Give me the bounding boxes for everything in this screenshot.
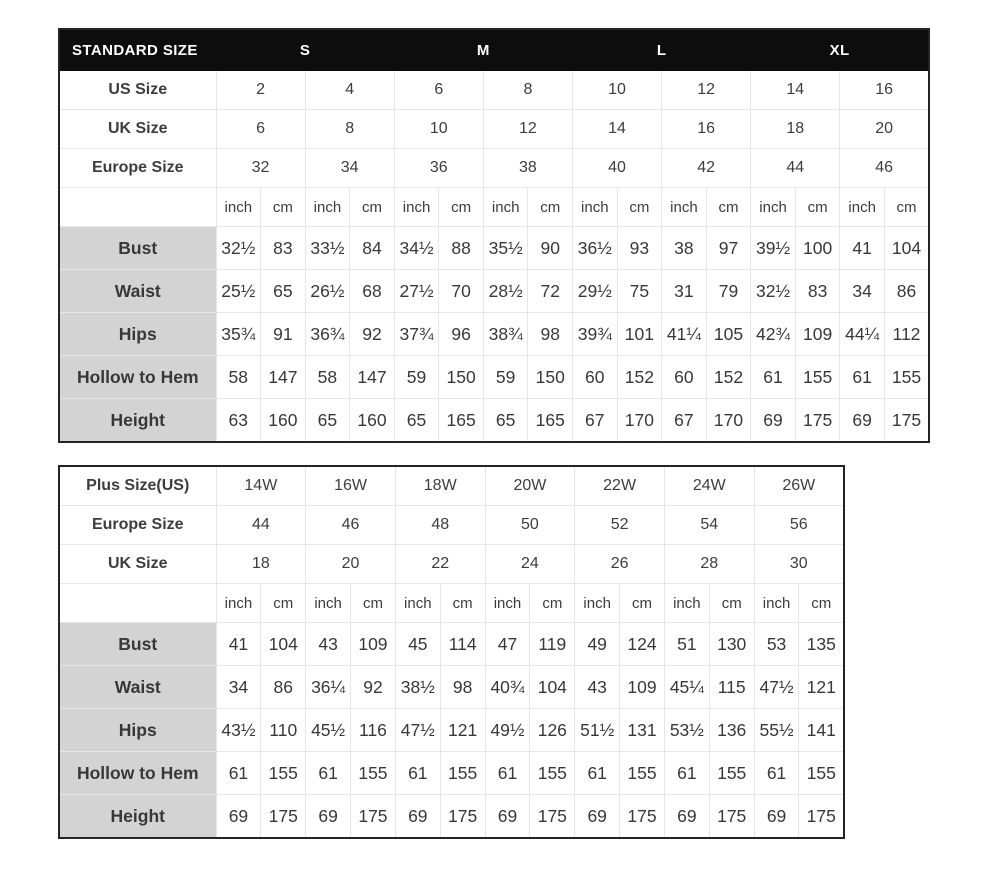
size-value: 42 bbox=[662, 149, 751, 188]
size-value: 38 bbox=[483, 149, 572, 188]
measure-value: 175 bbox=[620, 795, 665, 839]
measure-value: 155 bbox=[799, 752, 844, 795]
measure-value: 47½ bbox=[395, 709, 440, 752]
row-label: Height bbox=[59, 795, 216, 839]
size-value: 26W bbox=[754, 466, 844, 506]
measure-value: 91 bbox=[261, 313, 306, 356]
measure-value: 58 bbox=[216, 356, 261, 399]
measure-value: 32½ bbox=[751, 270, 796, 313]
unit-label: cm bbox=[709, 584, 754, 623]
unit-label: inch bbox=[305, 188, 350, 227]
size-value: 6 bbox=[394, 71, 483, 110]
measure-value: 93 bbox=[617, 227, 662, 270]
measure-value: 86 bbox=[884, 270, 929, 313]
measure-value: 49 bbox=[575, 623, 620, 666]
measure-value: 65 bbox=[261, 270, 306, 313]
size-group-header: L bbox=[573, 29, 751, 71]
row-label: Europe Size bbox=[59, 149, 216, 188]
measure-value: 61 bbox=[485, 752, 530, 795]
measure-value: 47½ bbox=[754, 666, 799, 709]
measure-value: 61 bbox=[575, 752, 620, 795]
unit-label: inch bbox=[573, 188, 618, 227]
measure-value: 92 bbox=[350, 313, 395, 356]
measure-value: 67 bbox=[662, 399, 707, 443]
measure-value: 83 bbox=[795, 270, 840, 313]
measurement-row bbox=[59, 313, 929, 356]
measure-value: 116 bbox=[351, 709, 396, 752]
size-value: 16 bbox=[662, 110, 751, 149]
size-value: 44 bbox=[216, 506, 306, 545]
measure-value: 109 bbox=[795, 313, 840, 356]
measure-value: 69 bbox=[751, 399, 796, 443]
measure-value: 69 bbox=[664, 795, 709, 839]
measure-value: 147 bbox=[261, 356, 306, 399]
size-value: 20 bbox=[840, 110, 929, 149]
measure-value: 69 bbox=[485, 795, 530, 839]
measure-value: 61 bbox=[664, 752, 709, 795]
table-title: STANDARD SIZE bbox=[59, 29, 216, 71]
measure-value: 53 bbox=[754, 623, 799, 666]
size-value: 12 bbox=[662, 71, 751, 110]
measure-value: 60 bbox=[573, 356, 618, 399]
size-value: 36 bbox=[394, 149, 483, 188]
size-value: 16W bbox=[306, 466, 396, 506]
measure-value: 59 bbox=[394, 356, 439, 399]
measure-value: 136 bbox=[709, 709, 754, 752]
size-row bbox=[59, 110, 929, 149]
size-value: 20 bbox=[306, 545, 396, 584]
measure-value: 51 bbox=[664, 623, 709, 666]
measure-value: 98 bbox=[440, 666, 485, 709]
measure-value: 27½ bbox=[394, 270, 439, 313]
measure-value: 34 bbox=[216, 666, 261, 709]
measure-value: 115 bbox=[709, 666, 754, 709]
measure-value: 53½ bbox=[664, 709, 709, 752]
size-value: 14 bbox=[573, 110, 662, 149]
size-group-header: XL bbox=[751, 29, 929, 71]
measure-value: 175 bbox=[351, 795, 396, 839]
measure-value: 175 bbox=[530, 795, 575, 839]
measure-value: 155 bbox=[884, 356, 929, 399]
measure-value: 88 bbox=[439, 227, 484, 270]
measure-value: 69 bbox=[395, 795, 440, 839]
size-value: 10 bbox=[394, 110, 483, 149]
measure-value: 44¼ bbox=[840, 313, 885, 356]
measure-value: 155 bbox=[620, 752, 665, 795]
unit-label: inch bbox=[306, 584, 351, 623]
measure-value: 83 bbox=[261, 227, 306, 270]
measure-value: 36½ bbox=[573, 227, 618, 270]
measure-value: 150 bbox=[439, 356, 484, 399]
measure-value: 79 bbox=[706, 270, 751, 313]
measure-value: 38 bbox=[662, 227, 707, 270]
measure-value: 135 bbox=[799, 623, 844, 666]
measure-value: 45¼ bbox=[664, 666, 709, 709]
measure-value: 31 bbox=[662, 270, 707, 313]
unit-label: inch bbox=[754, 584, 799, 623]
measure-value: 61 bbox=[751, 356, 796, 399]
size-value: 44 bbox=[751, 149, 840, 188]
size-value: 12 bbox=[483, 110, 572, 149]
measure-value: 104 bbox=[261, 623, 306, 666]
table-header-row bbox=[59, 29, 929, 71]
measure-value: 32½ bbox=[216, 227, 261, 270]
size-value: 32 bbox=[216, 149, 305, 188]
measure-value: 175 bbox=[261, 795, 306, 839]
measure-value: 75 bbox=[617, 270, 662, 313]
measure-value: 131 bbox=[620, 709, 665, 752]
size-value: 56 bbox=[754, 506, 844, 545]
measure-value: 109 bbox=[351, 623, 396, 666]
measure-value: 41 bbox=[840, 227, 885, 270]
measure-value: 124 bbox=[620, 623, 665, 666]
unit-label: inch bbox=[662, 188, 707, 227]
unit-label: inch bbox=[751, 188, 796, 227]
size-value: 48 bbox=[395, 506, 485, 545]
row-label: Europe Size bbox=[59, 506, 216, 545]
measure-value: 36¾ bbox=[305, 313, 350, 356]
measure-value: 59 bbox=[483, 356, 528, 399]
measure-value: 65 bbox=[394, 399, 439, 443]
measure-value: 101 bbox=[617, 313, 662, 356]
measure-value: 61 bbox=[840, 356, 885, 399]
size-value: 46 bbox=[840, 149, 929, 188]
measure-value: 121 bbox=[440, 709, 485, 752]
size-group-header: S bbox=[216, 29, 394, 71]
size-value: 10 bbox=[573, 71, 662, 110]
unit-label: cm bbox=[799, 584, 844, 623]
measure-value: 112 bbox=[884, 313, 929, 356]
measure-value: 42¾ bbox=[751, 313, 796, 356]
measure-value: 165 bbox=[439, 399, 484, 443]
measure-value: 69 bbox=[575, 795, 620, 839]
measure-value: 84 bbox=[350, 227, 395, 270]
measure-value: 147 bbox=[350, 356, 395, 399]
size-value: 26 bbox=[575, 545, 665, 584]
measure-value: 160 bbox=[261, 399, 306, 443]
measure-value: 40¾ bbox=[485, 666, 530, 709]
measure-value: 43½ bbox=[216, 709, 261, 752]
unit-label: inch bbox=[485, 584, 530, 623]
size-row bbox=[59, 466, 844, 506]
unit-label: inch bbox=[395, 584, 440, 623]
measure-value: 61 bbox=[306, 752, 351, 795]
measure-value: 69 bbox=[840, 399, 885, 443]
unit-label: cm bbox=[617, 188, 662, 227]
measure-value: 175 bbox=[440, 795, 485, 839]
size-value: 6 bbox=[216, 110, 305, 149]
unit-label: cm bbox=[261, 188, 306, 227]
measure-value: 60 bbox=[662, 356, 707, 399]
measure-value: 41 bbox=[216, 623, 261, 666]
measure-value: 175 bbox=[884, 399, 929, 443]
measure-value: 160 bbox=[350, 399, 395, 443]
measure-value: 155 bbox=[440, 752, 485, 795]
measurement-row bbox=[59, 356, 929, 399]
size-row bbox=[59, 506, 844, 545]
measure-value: 165 bbox=[528, 399, 573, 443]
size-value: 18 bbox=[216, 545, 306, 584]
measure-value: 28½ bbox=[483, 270, 528, 313]
size-value: 18W bbox=[395, 466, 485, 506]
measure-value: 63 bbox=[216, 399, 261, 443]
measure-value: 61 bbox=[395, 752, 440, 795]
measure-value: 38½ bbox=[395, 666, 440, 709]
unit-label: inch bbox=[394, 188, 439, 227]
measure-value: 35¾ bbox=[216, 313, 261, 356]
measure-value: 104 bbox=[884, 227, 929, 270]
measurement-row bbox=[59, 399, 929, 443]
size-value: 16 bbox=[840, 71, 929, 110]
unit-label: cm bbox=[706, 188, 751, 227]
measure-value: 155 bbox=[261, 752, 306, 795]
measure-value: 25½ bbox=[216, 270, 261, 313]
measure-value: 150 bbox=[528, 356, 573, 399]
measure-value: 55½ bbox=[754, 709, 799, 752]
size-row bbox=[59, 545, 844, 584]
size-value: 40 bbox=[573, 149, 662, 188]
measure-value: 98 bbox=[528, 313, 573, 356]
measure-value: 58 bbox=[305, 356, 350, 399]
row-label: UK Size bbox=[59, 110, 216, 149]
size-value: 14 bbox=[751, 71, 840, 110]
size-value: 14W bbox=[216, 466, 306, 506]
measure-value: 141 bbox=[799, 709, 844, 752]
measure-value: 39¾ bbox=[573, 313, 618, 356]
measure-value: 86 bbox=[261, 666, 306, 709]
measure-value: 38¾ bbox=[483, 313, 528, 356]
measure-value: 34 bbox=[840, 270, 885, 313]
measure-value: 41¼ bbox=[662, 313, 707, 356]
measure-value: 130 bbox=[709, 623, 754, 666]
measure-value: 26½ bbox=[305, 270, 350, 313]
measure-value: 34½ bbox=[394, 227, 439, 270]
measure-value: 69 bbox=[754, 795, 799, 839]
measure-value: 51½ bbox=[575, 709, 620, 752]
row-label: US Size bbox=[59, 71, 216, 110]
standard-size-table bbox=[58, 28, 930, 443]
size-value: 24 bbox=[485, 545, 575, 584]
size-row bbox=[59, 149, 929, 188]
measure-value: 47 bbox=[485, 623, 530, 666]
measure-value: 119 bbox=[530, 623, 575, 666]
size-value: 8 bbox=[483, 71, 572, 110]
measure-value: 67 bbox=[573, 399, 618, 443]
unit-label: inch bbox=[664, 584, 709, 623]
measure-value: 121 bbox=[799, 666, 844, 709]
row-label: Plus Size(US) bbox=[59, 466, 216, 506]
unit-label: cm bbox=[350, 188, 395, 227]
measure-value: 126 bbox=[530, 709, 575, 752]
measure-value: 65 bbox=[305, 399, 350, 443]
unit-label: cm bbox=[440, 584, 485, 623]
measure-value: 92 bbox=[351, 666, 396, 709]
measure-value: 35½ bbox=[483, 227, 528, 270]
measure-value: 170 bbox=[617, 399, 662, 443]
size-value: 8 bbox=[305, 110, 394, 149]
unit-row bbox=[59, 584, 844, 623]
measure-value: 155 bbox=[795, 356, 840, 399]
measurement-row bbox=[59, 227, 929, 270]
unit-label: inch bbox=[840, 188, 885, 227]
measure-value: 68 bbox=[350, 270, 395, 313]
size-value: 18 bbox=[751, 110, 840, 149]
measure-value: 90 bbox=[528, 227, 573, 270]
row-label: Bust bbox=[59, 623, 216, 666]
size-value: 22W bbox=[575, 466, 665, 506]
measure-value: 72 bbox=[528, 270, 573, 313]
size-value: 50 bbox=[485, 506, 575, 545]
measure-value: 170 bbox=[706, 399, 751, 443]
measurement-row bbox=[59, 795, 844, 839]
size-value: 24W bbox=[664, 466, 754, 506]
measure-value: 61 bbox=[754, 752, 799, 795]
measure-value: 114 bbox=[440, 623, 485, 666]
measure-value: 96 bbox=[439, 313, 484, 356]
row-label: Waist bbox=[59, 270, 216, 313]
unit-label: cm bbox=[351, 584, 396, 623]
row-label: UK Size bbox=[59, 545, 216, 584]
measure-value: 33½ bbox=[305, 227, 350, 270]
measure-value: 175 bbox=[799, 795, 844, 839]
unit-label: cm bbox=[261, 584, 306, 623]
size-value: 30 bbox=[754, 545, 844, 584]
size-value: 52 bbox=[575, 506, 665, 545]
measure-value: 37¾ bbox=[394, 313, 439, 356]
plus-size-table bbox=[58, 465, 845, 839]
measure-value: 43 bbox=[306, 623, 351, 666]
measure-value: 43 bbox=[575, 666, 620, 709]
measure-value: 175 bbox=[795, 399, 840, 443]
row-label: Waist bbox=[59, 666, 216, 709]
size-value: 46 bbox=[306, 506, 396, 545]
unit-label: cm bbox=[439, 188, 484, 227]
size-value: 2 bbox=[216, 71, 305, 110]
measure-value: 69 bbox=[306, 795, 351, 839]
measurement-row bbox=[59, 666, 844, 709]
measure-value: 155 bbox=[530, 752, 575, 795]
unit-label: inch bbox=[216, 584, 261, 623]
unit-row-spacer bbox=[59, 188, 216, 227]
row-label: Hollow to Hem bbox=[59, 752, 216, 795]
measurement-row bbox=[59, 270, 929, 313]
row-label: Hollow to Hem bbox=[59, 356, 216, 399]
size-group-header: M bbox=[394, 29, 572, 71]
measurement-row bbox=[59, 709, 844, 752]
size-row bbox=[59, 71, 929, 110]
measure-value: 70 bbox=[439, 270, 484, 313]
size-value: 34 bbox=[305, 149, 394, 188]
unit-row-spacer bbox=[59, 584, 216, 623]
unit-label: cm bbox=[884, 188, 929, 227]
row-label: Height bbox=[59, 399, 216, 443]
unit-label: cm bbox=[530, 584, 575, 623]
measure-value: 105 bbox=[706, 313, 751, 356]
size-value: 54 bbox=[664, 506, 754, 545]
size-value: 28 bbox=[664, 545, 754, 584]
unit-row bbox=[59, 188, 929, 227]
measure-value: 97 bbox=[706, 227, 751, 270]
measure-value: 39½ bbox=[751, 227, 796, 270]
measure-value: 36¼ bbox=[306, 666, 351, 709]
measure-value: 100 bbox=[795, 227, 840, 270]
row-label: Hips bbox=[59, 313, 216, 356]
measure-value: 152 bbox=[617, 356, 662, 399]
unit-label: cm bbox=[795, 188, 840, 227]
measure-value: 175 bbox=[709, 795, 754, 839]
measure-value: 45½ bbox=[306, 709, 351, 752]
row-label: Bust bbox=[59, 227, 216, 270]
measure-value: 152 bbox=[706, 356, 751, 399]
measure-value: 110 bbox=[261, 709, 306, 752]
unit-label: inch bbox=[483, 188, 528, 227]
measurement-row bbox=[59, 623, 844, 666]
measure-value: 49½ bbox=[485, 709, 530, 752]
measure-value: 29½ bbox=[573, 270, 618, 313]
size-value: 22 bbox=[395, 545, 485, 584]
measure-value: 104 bbox=[530, 666, 575, 709]
unit-label: inch bbox=[575, 584, 620, 623]
measure-value: 61 bbox=[216, 752, 261, 795]
measure-value: 65 bbox=[483, 399, 528, 443]
unit-label: cm bbox=[528, 188, 573, 227]
measure-value: 69 bbox=[216, 795, 261, 839]
measure-value: 109 bbox=[620, 666, 665, 709]
unit-label: inch bbox=[216, 188, 261, 227]
row-label: Hips bbox=[59, 709, 216, 752]
measurement-row bbox=[59, 752, 844, 795]
measure-value: 155 bbox=[351, 752, 396, 795]
unit-label: cm bbox=[620, 584, 665, 623]
size-value: 20W bbox=[485, 466, 575, 506]
measure-value: 45 bbox=[395, 623, 440, 666]
size-value: 4 bbox=[305, 71, 394, 110]
measure-value: 155 bbox=[709, 752, 754, 795]
